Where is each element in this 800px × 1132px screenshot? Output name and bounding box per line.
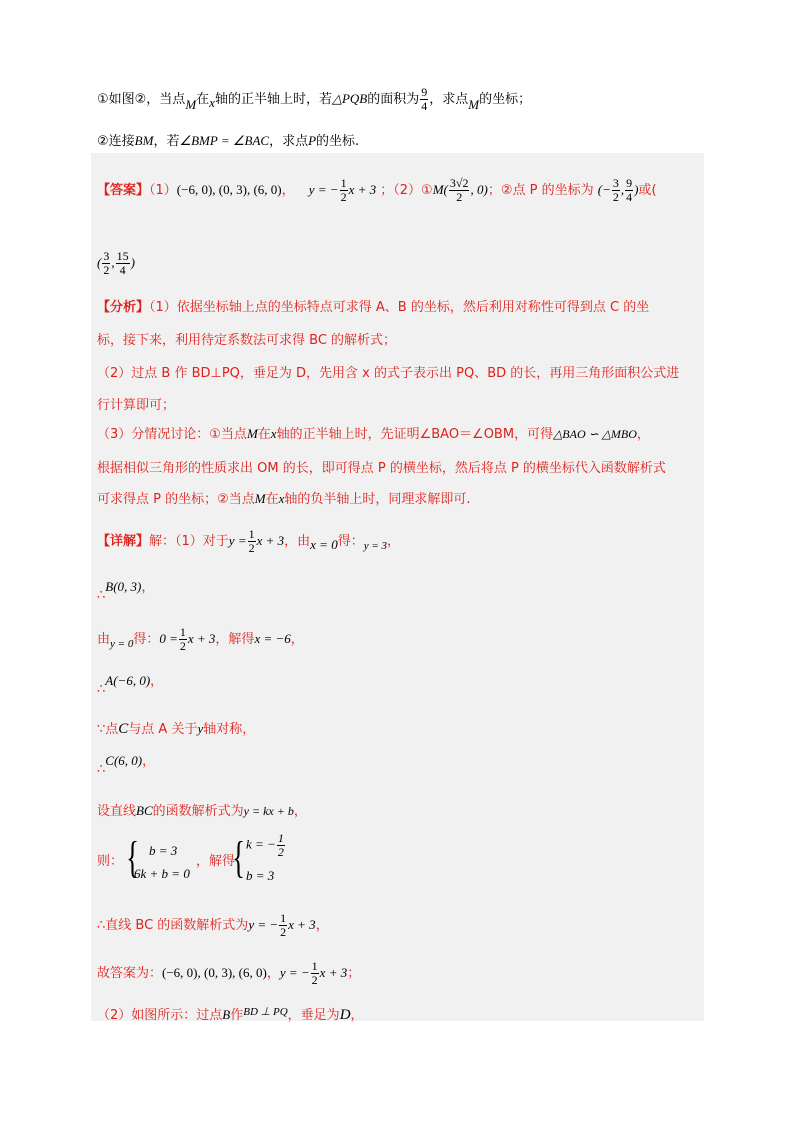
detail-line-11: （2）如图所示：过点B作$^{BD \perp PQ}$，垂足为D，: [97, 1006, 364, 1023]
answer-label: 【答案】: [97, 183, 150, 198]
analysis-line-1: 【分析】（1）依据坐标轴上点的坐标特点可求得 A、B 的坐标，然后利用对称性可得到点 C 的坐: [97, 300, 650, 315]
analysis-line-4: 行计算即可；: [97, 398, 176, 413]
solve-label: ，解得: [196, 854, 236, 869]
question-line-2: ②连接BM，若∠BMP = ∠BAC，求点P的坐标.: [97, 133, 360, 149]
answer-line: 【答案】（1）(−6, 0), (0, 3), (6, 0)， y = − $\frac{1}{2}$ x + 3 ；（2）①M( $\frac{3√2}{2}$ , 0)；②点 P 的坐标为 (− $\frac{3}{2}$ , $\frac{9}{4}$ )或(: [97, 176, 657, 204]
detail-line-9: ∴直线 BC 的函数解析式为y = − $\frac{1}{2}$ x + 3，: [97, 911, 329, 939]
equation-system-2: {: [232, 833, 245, 882]
detail-line-C: ∴C(6, 0)，: [97, 753, 156, 777]
analysis-label: 【分析】: [97, 300, 150, 315]
system1-eq2: 6k + b = 0: [134, 866, 190, 881]
system1-eq1: b = 3: [149, 843, 178, 858]
detail-line-5: ∵点C与点 A 关于y轴对称，: [97, 721, 256, 737]
equation-system-1: {: [126, 833, 139, 882]
detail-line-A: ∴A(−6, 0)，: [97, 673, 164, 697]
question-line-1: ①如图②，当点M在x轴的正半轴上时，若△PQB的面积为 $\frac{9}{4}$ ，求点M的坐标；: [97, 85, 532, 113]
detail-line-B: ∴B(0, 3)，: [97, 579, 155, 603]
detail-line-3: 由$_{y = 0}$得：0 = $\frac{1}{2}$ x + 3，解得x = −6，: [97, 625, 304, 653]
analysis-line-3: （2）过点 B 作 BD⊥PQ，垂足为 D，先用含 x 的式子表示出 PQ、BD 的长，再用三角形面积公式进: [97, 366, 680, 381]
detail-line-1: 【详解】解：（1）对于y = $\frac{1}{2}$ x + 3，由x = 0得：$_{y = 3}$，: [97, 527, 401, 555]
area-fraction: $\frac{9}{4}$: [421, 85, 428, 113]
detail-line-7: 设直线BC的函数解析式为y = kx + b，: [97, 803, 307, 819]
answer-line-2: ( $\frac{3}{2}$ , $\frac{15}{4}$ ): [97, 249, 135, 277]
analysis-line-6: 根据相似三角形的性质求出 OM 的长，即可得点 P 的横坐标，然后将点 P 的横坐标代入函数解析式: [97, 461, 666, 476]
solution-panel: [91, 153, 704, 1021]
detail-line-8: 则：: [97, 854, 124, 869]
detail-label: 【详解】: [97, 534, 150, 549]
system2-eq2: b = 3: [246, 868, 275, 883]
analysis-line-7: 可求得点 P 的坐标；②当点M在x轴的负半轴上时，同理求解即可.: [97, 491, 471, 507]
system2-eq1: k = − $\frac{1}{2}$: [246, 831, 284, 859]
detail-line-10: 故答案为：(−6, 0), (0, 3), (6, 0)，y = − $\frac{1}{2}$ x + 3；: [97, 959, 361, 987]
analysis-line-5: （3）分情况讨论：①当点M在x轴的正半轴上时，先证明∠BAO＝∠OBM，可得△BAO ∽ △MBO，: [97, 426, 650, 442]
analysis-line-2: 标，接下来，利用待定系数法可求得 BC 的解析式；: [97, 333, 397, 348]
